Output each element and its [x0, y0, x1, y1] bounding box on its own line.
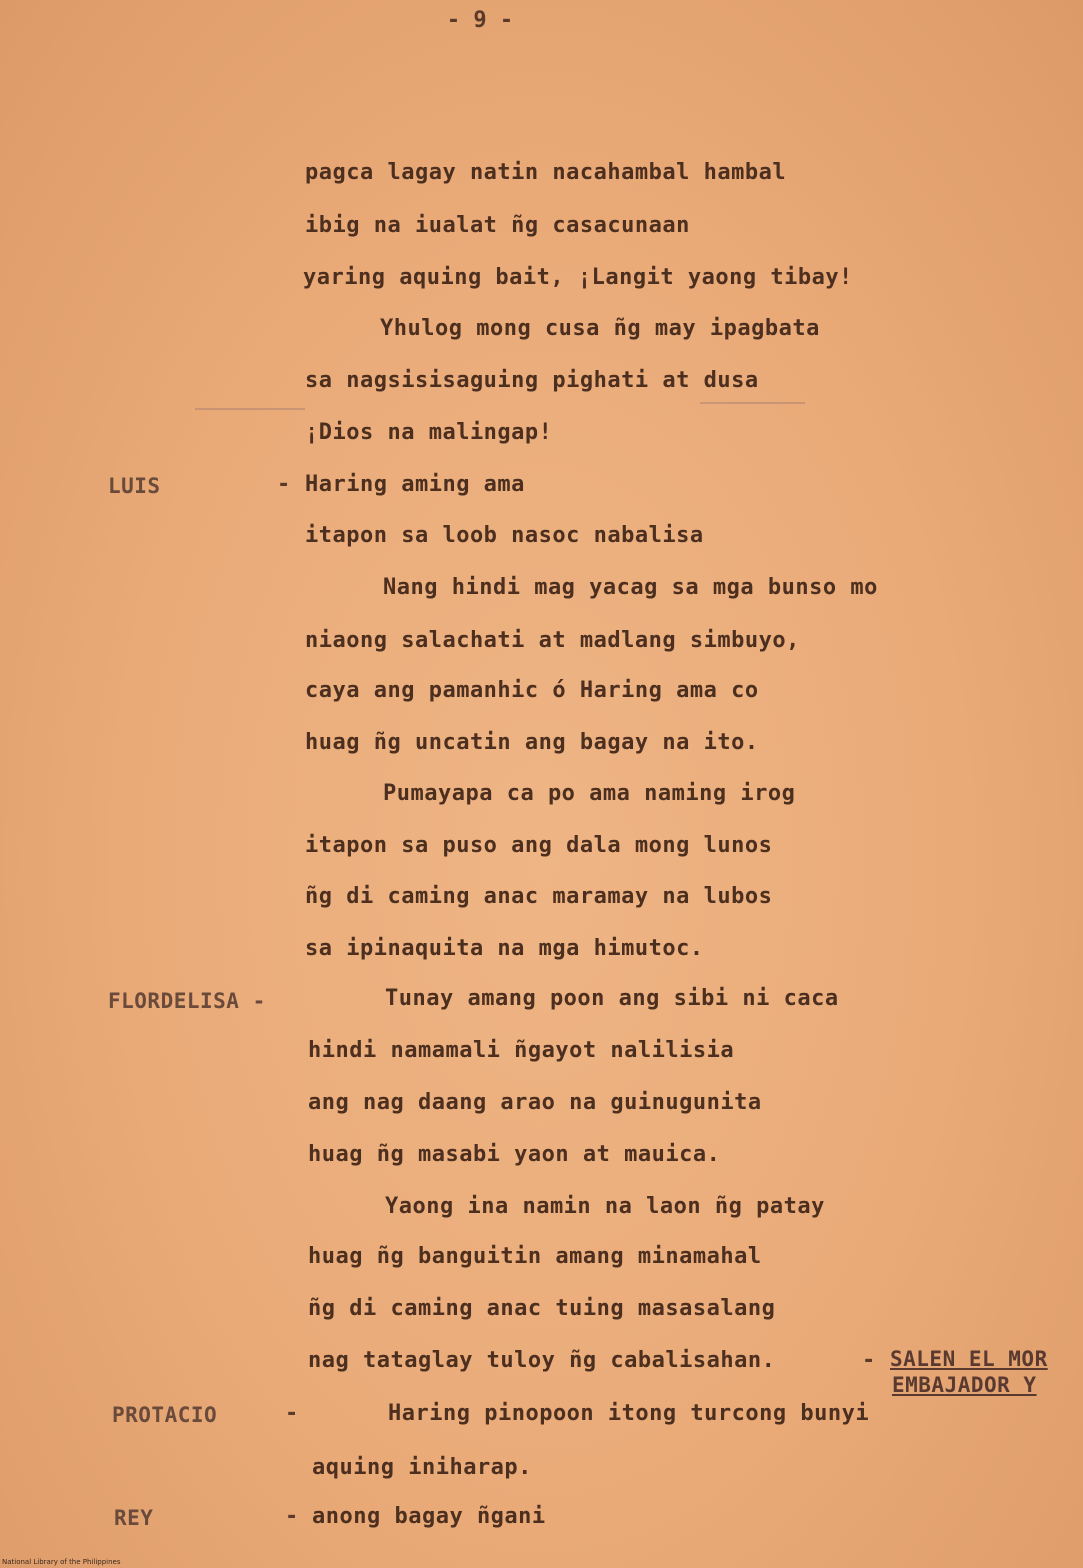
verse-line: caya ang pamanhic ó Haring ama co — [305, 678, 759, 703]
verse-line: hindi namamali ñgayot nalilisia — [308, 1038, 735, 1063]
speaker-label: LUIS — [108, 474, 161, 498]
verse-line: sa ipinaquita na mga himutoc. — [305, 936, 704, 961]
verse-line: nag tataglay tuloy ñg cabalisahan. — [308, 1348, 776, 1373]
verse-line: Tunay amang poon ang sibi ni caca — [385, 986, 839, 1011]
verse-line: Yaong ina namin na laon ñg patay — [385, 1194, 825, 1219]
verse-line: ibig na iualat ñg casacunaan — [305, 213, 690, 238]
verse-line: ang nag daang arao na guinugunita — [308, 1090, 762, 1115]
verse-line: yaring aquing bait, ¡Langit yaong tibay! — [303, 265, 853, 290]
verse-line: ñg di caming anac maramay na lubos — [305, 884, 773, 909]
speaker-dash: - — [285, 1504, 299, 1529]
verse-line: sa nagsisisaguing pighati at dusa — [305, 368, 759, 393]
page-number: - 9 - — [446, 8, 514, 33]
verse-line: huag ñg uncatin ang bagay na ito. — [305, 730, 759, 755]
speaker-label: FLORDELISA - — [108, 989, 266, 1013]
verse-line: pagca lagay natin nacahambal hambal — [305, 160, 787, 185]
show-through-mark — [700, 402, 805, 404]
verse-line: itapon sa puso ang dala mong lunos — [305, 833, 773, 858]
verse-line: huag ñg masabi yaon at mauica. — [308, 1142, 721, 1167]
library-footer: National Library of the Philippines — [2, 1558, 121, 1566]
verse-line: Pumayapa ca po ama naming irog — [383, 781, 796, 806]
verse-line: ¡Dios na malingap! — [305, 420, 553, 445]
speaker-label: PROTACIO — [112, 1403, 218, 1427]
verse-line: ñg di caming anac tuing masasalang — [308, 1296, 776, 1321]
verse-line: Haring pinopoon itong turcong bunyi — [388, 1401, 870, 1426]
show-through-mark — [195, 408, 305, 410]
speaker-dash: - — [285, 1401, 299, 1426]
stage-direction-line: EMBAJADOR Y — [892, 1373, 1037, 1397]
verse-line: itapon sa loob nasoc nabalisa — [305, 523, 704, 548]
stage-dash: - — [862, 1348, 876, 1373]
stage-direction-line: SALEN EL MOR — [890, 1347, 1048, 1371]
verse-line: Nang hindi mag yacag sa mga bunso mo — [383, 575, 878, 600]
speaker-label: REY — [114, 1506, 154, 1530]
verse-line: huag ñg banguitin amang minamahal — [308, 1244, 762, 1269]
verse-line: anong bagay ñgani — [312, 1504, 546, 1529]
verse-line: Haring aming ama — [305, 472, 525, 497]
verse-line: aquing iniharap. — [312, 1455, 532, 1480]
verse-line: Yhulog mong cusa ñg may ipagbata — [380, 316, 820, 341]
verse-line: niaong salachati at madlang simbuyo, — [305, 628, 800, 653]
speaker-dash: - — [277, 472, 291, 497]
